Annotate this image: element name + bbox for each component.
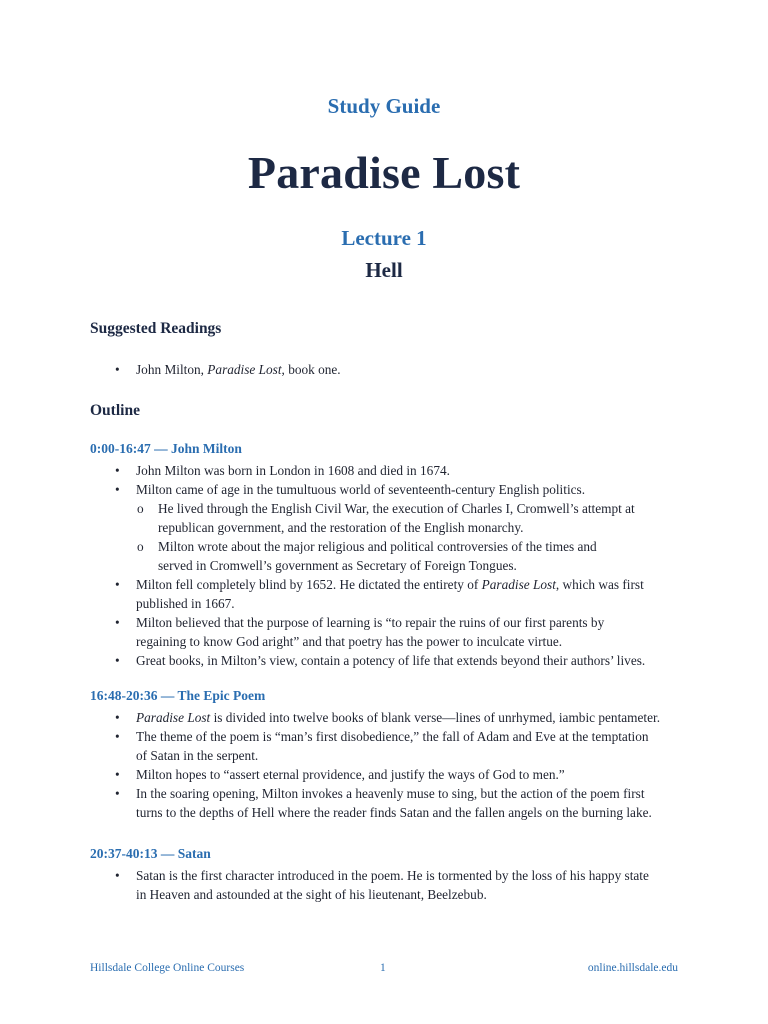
bullet-icon: • — [115, 868, 120, 883]
bullet-icon: • — [115, 786, 120, 801]
circle-bullet-icon: o — [137, 539, 144, 554]
section-list-satan — [112, 866, 692, 904]
list-item: • The theme of the poem is “man’s first disobedience,” the fall of Adam and Eve at the temptation of Satan in the serpent. — [115, 729, 649, 763]
list-item: • John Milton, Paradise Lost, book one. — [115, 362, 341, 377]
bullet-icon: • — [115, 482, 120, 497]
section-title-satan: 20:37-40:13 — Satan — [90, 846, 211, 861]
bullet-icon: • — [115, 729, 120, 744]
bullet-icon: • — [115, 710, 120, 725]
list-item: • Milton fell completely blind by 1652. He dictated the entirety of Paradise Lost, which was first published in 1667. — [115, 577, 644, 611]
list-item: • Milton hopes to “assert eternal providence, and justify the ways of God to men.” — [115, 767, 565, 782]
outline-heading: Outline — [90, 402, 140, 419]
list-item: • John Milton was born in London in 1608 and died in 1674. — [115, 463, 450, 478]
section-title-epic-poem: 16:48-20:36 — The Epic Poem — [90, 688, 266, 703]
bullet-icon: • — [115, 767, 120, 782]
section-title-john-milton: 0:00-16:47 — John Milton — [90, 441, 242, 456]
sub-list — [136, 499, 692, 575]
list-item: • Milton came of age in the tumultuous world of seventeenth-century English politics. o He lived through the English Civil War, the execution of Charles I, Cromwell’s attempt at republican government, and the restoration of the English monarchy. o Milton wrote about the major religious and political controversies of the times and served in Cromwell’s government as Secretary of Foreign Tongues. — [112, 480, 692, 575]
bullet-icon: • — [115, 463, 120, 478]
bullet-icon: • — [115, 615, 120, 630]
section-list-john-milton — [112, 461, 692, 670]
study-guide-label: Study Guide — [327, 94, 441, 118]
lecture-number: Lecture 1 — [341, 226, 427, 250]
sub-list-item: o He lived through the English Civil War, the execution of Charles I, Cromwell’s attempt at republican government, and the restoration of the English monarchy. — [137, 501, 635, 535]
list-item: • Milton believed that the purpose of learning is “to repair the ruins of our first parents by regaining to know God aright” and that poetry has the power to inculcate virtue. — [115, 615, 605, 649]
bullet-icon: • — [115, 653, 120, 668]
lecture-title: Hell — [365, 258, 403, 282]
page-title: Paradise Lost — [247, 147, 521, 198]
readings-list — [112, 360, 692, 379]
list-item: • Paradise Lost is divided into twelve books of blank verse—lines of unrhymed, iambic pentameter. — [115, 710, 661, 725]
sub-list-item: o Milton wrote about the major religious and political controversies of the times and served in Cromwell’s government as Secretary of Foreign Tongues. — [137, 539, 597, 573]
list-item: • Satan is the first character introduced in the poem. He is tormented by the loss of his happy state in Heaven and astounded at the sight of his lieutenant, Beelzebub. — [115, 868, 649, 902]
page-number: 1 — [380, 962, 386, 974]
list-item: • In the soaring opening, Milton invokes a heavenly muse to sing, but the action of the poem first turns to the depths of Hell where the reader finds Satan and the fallen angels on the burning lake. — [115, 786, 652, 820]
bullet-icon: • — [115, 362, 120, 377]
bullet-icon: • — [115, 577, 120, 592]
footer-website-link[interactable]: online.hillsdale.edu — [587, 962, 678, 974]
list-item: • Great books, in Milton’s view, contain a potency of life that extends beyond their authors’ lives. — [115, 653, 646, 668]
section-list-epic-poem — [112, 708, 692, 822]
circle-bullet-icon: o — [137, 501, 144, 516]
footer-college-name: Hillsdale College Online Courses — [90, 962, 245, 974]
suggested-readings-heading: Suggested Readings — [90, 320, 222, 337]
